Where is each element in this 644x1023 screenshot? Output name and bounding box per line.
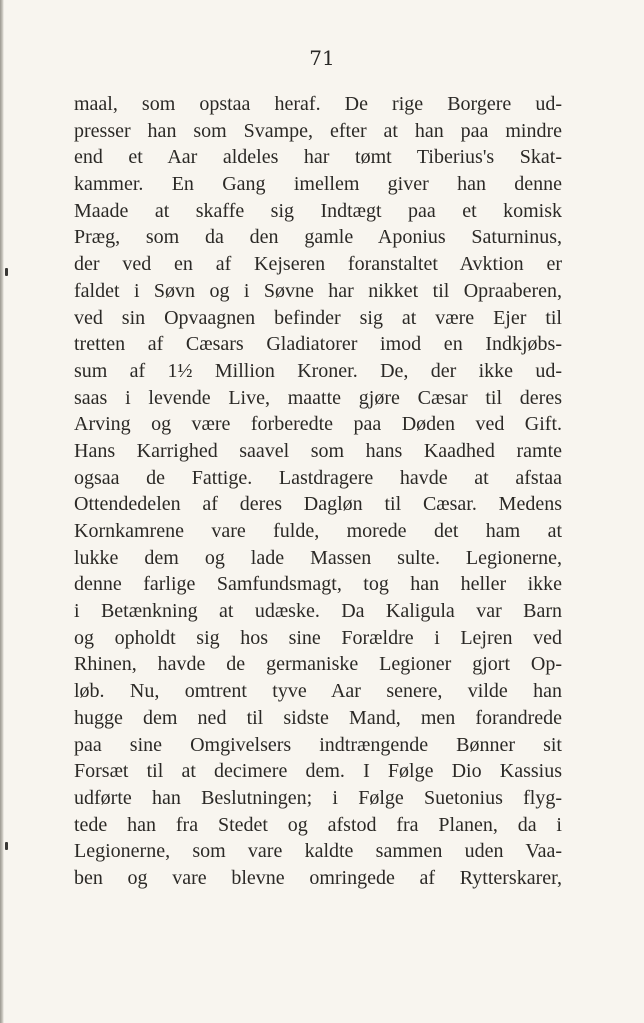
page-number: 71 xyxy=(309,46,335,70)
text-line: ben og vare blevne omringede af Rytterskarer, xyxy=(74,866,562,889)
page-binding-edge xyxy=(0,0,4,1023)
text-line: tede han fra Stedet og afstod fra Planen, da i xyxy=(74,813,562,836)
margin-mark xyxy=(5,268,8,276)
text-line: ogsaa de Fattige. Lastdragere havde at afstaa xyxy=(74,466,562,489)
body-text xyxy=(74,91,562,892)
text-line: Arving og være forberedte paa Døden ved Gift. xyxy=(74,413,562,436)
text-line: kammer. En Gang imellem giver han denne xyxy=(74,173,562,196)
text-line: Maade at skaffe sig Indtægt paa et komisk xyxy=(74,199,562,222)
text-line: presser han som Svampe, efter at han paa mindre xyxy=(74,119,562,142)
text-line: løb. Nu, omtrent tyve Aar senere, vilde han xyxy=(74,680,562,703)
text-line: saas i levende Live, maatte gjøre Cæsar til deres xyxy=(74,386,562,409)
text-line: maal, som opstaa heraf. De rige Borgere ud- xyxy=(74,93,562,115)
text-line: sum af 1½ Million Kroner. De, der ikke ud- xyxy=(74,359,562,382)
text-line: Rhinen, havde de germaniske Legioner gjort Op- xyxy=(74,653,562,676)
text-line: hugge dem ned til sidste Mand, men forandrede xyxy=(74,706,562,729)
text-line: tretten af Cæsars Gladiatorer imod en Indkjøbs- xyxy=(74,333,562,356)
text-line: end et Aar aldeles har tømt Tiberius's Skat- xyxy=(74,146,562,169)
text-line: udførte han Beslutningen; i Følge Suetonius flyg- xyxy=(74,786,562,809)
text-line: Ottendedelen af deres Dagløn til Cæsar. Medens xyxy=(74,493,562,516)
text-line: Kornkamrene vare fulde, morede det ham at xyxy=(74,520,562,542)
text-line: paa sine Omgivelsers indtrængende Bønner sit xyxy=(74,733,562,756)
text-line: der ved en af Kejseren foranstaltet Avktion er xyxy=(74,253,562,276)
text-line: faldet i Søvn og i Søvne har nikket til Opraaberen, xyxy=(74,279,562,302)
text-line: Forsæt til at decimere dem. I Følge Dio Kassius xyxy=(74,760,562,783)
text-line: denne farlige Samfundsmagt, tog han heller ikke xyxy=(74,573,562,596)
margin-mark xyxy=(5,842,8,850)
text-line: Legionerne, som vare kaldte sammen uden Vaa- xyxy=(74,840,562,863)
text-line: Hans Karrighed saavel som hans Kaadhed ramte xyxy=(74,439,562,462)
text-line: lukke dem og lade Massen sulte. Legionerne, xyxy=(74,546,562,569)
text-line: i Betænkning at udæske. Da Kaligula var Barn xyxy=(74,600,562,623)
text-line: ved sin Opvaagnen befinder sig at være Ejer til xyxy=(74,306,562,329)
text-line: og opholdt sig hos sine Forældre i Lejren ved xyxy=(74,626,562,649)
text-line: Præg, som da den gamle Aponius Saturninus, xyxy=(74,226,562,249)
